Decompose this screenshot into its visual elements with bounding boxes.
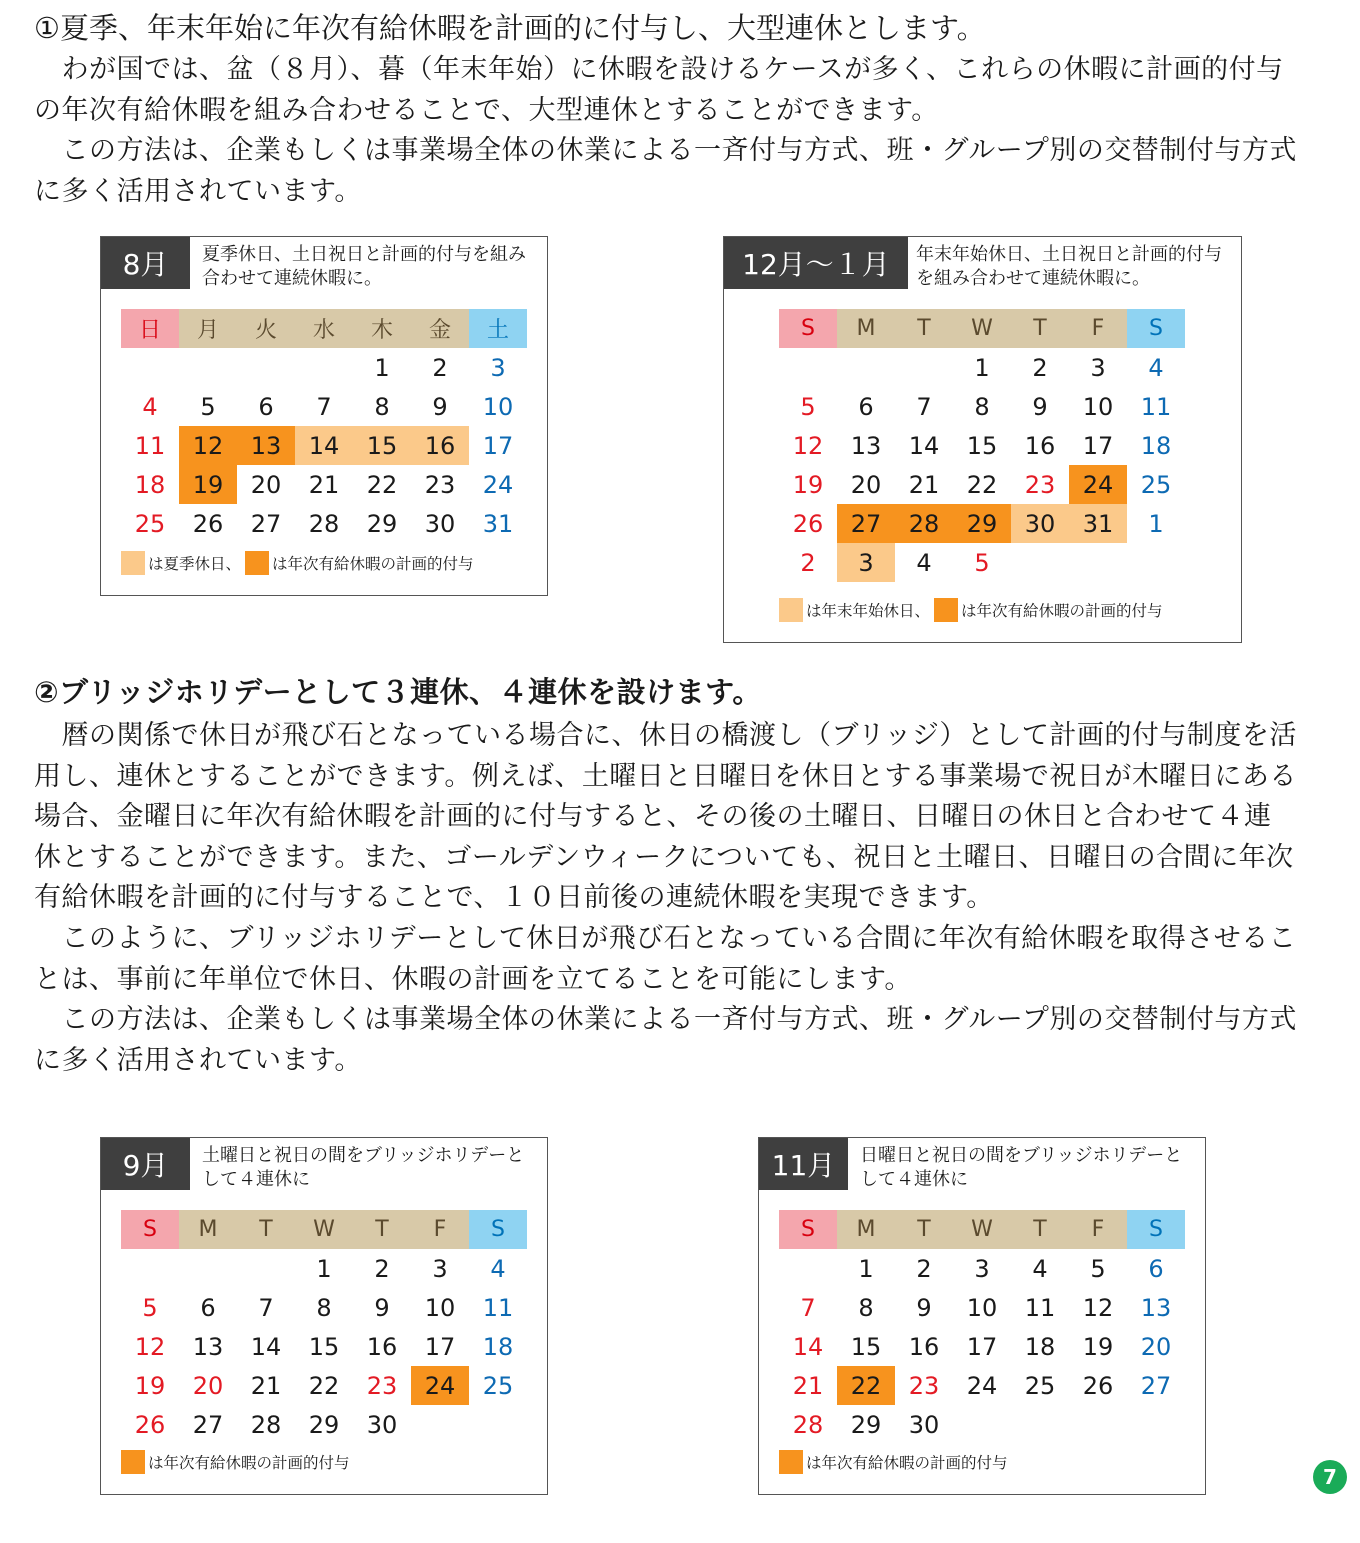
calendar-day: 20 [250,470,282,499]
calendar-day: 27 [192,1410,224,1439]
calendar-day: 21 [792,1371,824,1400]
calendar-day: 29 [953,504,1011,543]
weekday-header: 日 [121,309,179,348]
calendar-day: 16 [366,1332,398,1361]
section2-paragraph: 暦の関係で休日が飛び石となっている場合に、休日の橋渡し（ブリッジ）として計画的付与制度を活用し、連休とすることができます。例えば、土曜日と日曜日を休日とする事業場で祝日が木曜日にある場合、金曜日に年次有給休暇を計画的に付与すると、その後の土曜日、日曜日の休日と合わせて４連休とすることができます。また、ゴールデンウィークについても、祝日と土曜日、日曜日の合間に年次有給休暇を計画的に付与することで、１０日前後の連続休暇を実現できます。 [34,720,1297,914]
calendar-day: 26 [134,1410,166,1439]
weekday-header: 水 [295,309,353,348]
legend-holiday-label: は年末年始休日、 [806,602,931,620]
calendar-legend [779,598,1163,622]
calendar-day: 2 [374,1254,390,1283]
calendar-day: 13 [850,431,882,460]
legend-planned-label: は年次有給休暇の計画的付与 [148,1454,350,1472]
calendar-month-title: 12月～１月 [724,237,908,289]
calendar-day: 15 [308,1332,340,1361]
legend-planned-label: は年次有給休暇の計画的付与 [806,1454,1008,1472]
calendar-day: 29 [366,509,398,538]
calendar-day: 16 [1024,431,1056,460]
calendar-day: 7 [258,1293,274,1322]
legend-planned-label: は年次有給休暇の計画的付与 [961,602,1163,620]
calendar-day: 18 [482,1332,514,1361]
calendar-month-title: 8月 [101,237,190,289]
calendar-day: 7 [316,392,332,421]
calendar-day: 2 [1032,353,1048,382]
calendar-caption: 夏季休日、土日祝日と計画的付与を組み合わせて連続休暇に。 [202,244,526,289]
calendar-day: 3 [974,1254,990,1283]
calendar-day: 24 [966,1371,998,1400]
calendar-day: 1 [1148,509,1164,538]
calendar-day: 11 [134,431,166,460]
calendar-day: 7 [916,392,932,421]
calendar-day: 6 [258,392,274,421]
calendar-day: 31 [1069,504,1127,543]
calendar-caption: 年末年始休日、土日祝日と計画的付与を組み合わせて連続休暇に。 [916,244,1222,289]
calendar-empty-cell [411,1405,469,1444]
calendar-day: 15 [353,426,411,465]
calendar-grid [779,309,1185,582]
calendar-day: 26 [192,509,224,538]
calendar-day: 11 [482,1293,514,1322]
calendar-empty-cell [295,348,353,387]
calendar-day: 18 [1140,431,1172,460]
calendar-day: 21 [308,470,340,499]
calendar-empty-cell [1127,543,1185,582]
calendar-day: 18 [134,470,166,499]
calendar-day: 2 [432,353,448,382]
planned-leave-swatch [934,598,958,622]
calendar-day: 14 [908,431,940,460]
calendar-caption: 土曜日と祝日の間をブリッジホリデーとして４連休に [202,1145,525,1190]
calendar-day: 1 [858,1254,874,1283]
calendar-day: 9 [374,1293,390,1322]
calendar-day: 13 [1140,1293,1172,1322]
weekday-header: T [237,1210,295,1249]
calendar-day: 3 [837,543,895,582]
calendar-day: 19 [792,470,824,499]
calendar-caption: 日曜日と祝日の間をブリッジホリデーとして４連休に [860,1145,1183,1190]
section2-paragraph: この方法は、企業もしくは事業場全体の休業による一斉付与方式、班・グループ別の交替制付与方式に多く活用されています。 [34,1004,1297,1076]
calendar-day: 16 [908,1332,940,1361]
calendar-day: 28 [895,504,953,543]
calendar-day: 12 [1082,1293,1114,1322]
legend-planned-label: は年次有給休暇の計画的付与 [272,555,474,573]
weekday-header: 金 [411,309,469,348]
weekday-header: S [1127,309,1185,348]
calendar-day: 3 [1090,353,1106,382]
calendar-day: 2 [800,548,816,577]
weekday-header: F [1069,1210,1127,1249]
calendar-day: 17 [482,431,514,460]
calendar-empty-cell [953,1405,1011,1444]
weekday-header: W [953,309,1011,348]
weekday-header: M [179,1210,237,1249]
calendar-day: 25 [1140,470,1172,499]
weekday-header: F [411,1210,469,1249]
calendar-day: 12 [179,426,237,465]
calendar-day: 10 [966,1293,998,1322]
calendar-empty-cell [1011,543,1069,582]
calendar-day: 27 [837,504,895,543]
calendar-grid [121,1210,527,1444]
calendar-day: 9 [916,1293,932,1322]
calendar-day: 21 [908,470,940,499]
calendar-month-title: 11月 [759,1138,848,1190]
calendar-day: 27 [1140,1371,1172,1400]
section1-paragraph: わが国では、盆（８月）、暮（年末年始）に休暇を設けるケースが多く、これらの休暇に計画的付与の年次有給休暇を組み合わせることで、大型連休とすることができます。 [34,54,1284,126]
calendar-day: 8 [316,1293,332,1322]
calendar-day: 2 [916,1254,932,1283]
calendar-day: 22 [366,470,398,499]
calendar-day: 20 [850,470,882,499]
calendar-day: 3 [432,1254,448,1283]
calendar-day: 20 [1140,1332,1172,1361]
planned-leave-swatch [245,551,269,575]
calendar-day: 4 [142,392,158,421]
calendar-day: 11 [1140,392,1172,421]
weekday-header: 火 [237,309,295,348]
weekday-header: T [353,1210,411,1249]
weekday-header: F [1069,309,1127,348]
calendar-august [100,236,548,596]
calendar-empty-cell [121,1249,179,1288]
calendar-empty-cell [179,348,237,387]
calendar-day: 30 [366,1410,398,1439]
section1-body [34,50,1298,212]
calendar-day: 30 [908,1410,940,1439]
calendar-day: 15 [850,1332,882,1361]
weekday-header: 土 [469,309,527,348]
calendar-day: 4 [490,1254,506,1283]
calendar-day: 28 [250,1410,282,1439]
calendar-day: 10 [482,392,514,421]
calendar-day: 6 [200,1293,216,1322]
calendar-empty-cell [1069,543,1127,582]
calendar-day: 17 [424,1332,456,1361]
calendar-day: 11 [1024,1293,1056,1322]
calendar-day: 25 [482,1371,514,1400]
calendar-day: 19 [134,1371,166,1400]
calendar-day: 1 [974,353,990,382]
calendar-day: 21 [250,1371,282,1400]
section1-paragraph: この方法は、企業もしくは事業場全体の休業による一斉付与方式、班・グループ別の交替制付与方式に多く活用されています。 [34,135,1297,207]
weekday-header: S [779,1210,837,1249]
weekday-header: T [895,309,953,348]
calendar-empty-cell [779,1249,837,1288]
weekday-header: T [895,1210,953,1249]
calendar-day: 6 [1148,1254,1164,1283]
calendar-day: 14 [250,1332,282,1361]
calendar-day: 1 [316,1254,332,1283]
section2-body [34,716,1298,1081]
calendar-grid [779,1210,1185,1444]
calendar-day: 4 [916,548,932,577]
calendar-day: 28 [792,1410,824,1439]
planned-leave-swatch [779,1450,803,1474]
calendar-day: 25 [1024,1371,1056,1400]
calendar-day: 14 [792,1332,824,1361]
calendar-empty-cell [1011,1405,1069,1444]
weekday-header: S [469,1210,527,1249]
holiday-swatch [779,598,803,622]
calendar-day: 29 [850,1410,882,1439]
calendar-day: 30 [1011,504,1069,543]
calendar-day: 5 [142,1293,158,1322]
calendar-day: 5 [974,548,990,577]
calendar-day: 15 [966,431,998,460]
calendar-legend [779,1450,1008,1474]
calendar-day: 23 [366,1371,398,1400]
weekday-header: S [779,309,837,348]
weekday-header: M [837,309,895,348]
calendar-day: 31 [482,509,514,538]
calendar-empty-cell [179,1249,237,1288]
calendar-day: 3 [490,353,506,382]
calendar-empty-cell [1069,1405,1127,1444]
page-number-badge: 7 [1313,1460,1347,1494]
section2-heading: ②ブリッジホリデーとして３連休、４連休を設けます。 [34,675,762,709]
calendar-empty-cell [469,1405,527,1444]
calendar-day: 9 [1032,392,1048,421]
holiday-swatch [121,551,145,575]
calendar-day: 12 [792,431,824,460]
calendar-empty-cell [779,348,837,387]
calendar-day: 18 [1024,1332,1056,1361]
calendar-day: 22 [308,1371,340,1400]
calendar-day: 29 [308,1410,340,1439]
calendar-day: 9 [432,392,448,421]
calendar-grid [121,309,527,543]
calendar-day: 17 [1082,431,1114,460]
weekday-header: S [1127,1210,1185,1249]
calendar-day: 25 [134,509,166,538]
calendar-november [758,1137,1206,1495]
calendar-day: 5 [200,392,216,421]
calendar-empty-cell [121,348,179,387]
calendar-day: 30 [424,509,456,538]
planned-leave-swatch [121,1450,145,1474]
weekday-header: 月 [179,309,237,348]
calendar-day: 28 [308,509,340,538]
calendar-empty-cell [895,348,953,387]
calendar-day: 23 [908,1371,940,1400]
calendar-day: 22 [966,470,998,499]
calendar-day: 7 [800,1293,816,1322]
calendar-day: 10 [1082,392,1114,421]
calendar-day: 24 [411,1366,469,1405]
calendar-december-january [723,236,1242,643]
calendar-day: 19 [179,465,237,504]
calendar-day: 23 [1024,470,1056,499]
calendar-day: 17 [966,1332,998,1361]
section1-heading: ①夏季、年末年始に年次有給休暇を計画的に付与し、大型連休とします。 [34,11,986,45]
calendar-day: 13 [237,426,295,465]
weekday-header: S [121,1210,179,1249]
calendar-day: 22 [837,1366,895,1405]
calendar-legend [121,551,474,575]
calendar-day: 5 [1090,1254,1106,1283]
calendar-day: 8 [858,1293,874,1322]
calendar-day: 6 [858,392,874,421]
calendar-day: 27 [250,509,282,538]
calendar-day: 20 [192,1371,224,1400]
calendar-day: 24 [1069,465,1127,504]
weekday-header: W [953,1210,1011,1249]
weekday-header: T [1011,309,1069,348]
weekday-header: W [295,1210,353,1249]
calendar-day: 23 [424,470,456,499]
calendar-day: 12 [134,1332,166,1361]
weekday-header: T [1011,1210,1069,1249]
weekday-header: 木 [353,309,411,348]
weekday-header: M [837,1210,895,1249]
calendar-day: 19 [1082,1332,1114,1361]
calendar-empty-cell [237,1249,295,1288]
calendar-day: 8 [374,392,390,421]
calendar-day: 16 [411,426,469,465]
calendar-day: 10 [424,1293,456,1322]
calendar-day: 14 [295,426,353,465]
calendar-day: 24 [482,470,514,499]
calendar-day: 8 [974,392,990,421]
calendar-empty-cell [837,348,895,387]
section2-paragraph: このように、ブリッジホリデーとして休日が飛び石となっている合間に年次有給休暇を取得させることは、事前に年単位で休日、休暇の計画を立てることを可能にします。 [34,922,1297,995]
calendar-day: 4 [1148,353,1164,382]
calendar-day: 4 [1032,1254,1048,1283]
calendar-legend [121,1450,350,1474]
calendar-september [100,1137,548,1495]
calendar-empty-cell [1127,1405,1185,1444]
calendar-day: 1 [374,353,390,382]
calendar-day: 5 [800,392,816,421]
calendar-month-title: 9月 [101,1138,190,1190]
calendar-day: 26 [1082,1371,1114,1400]
calendar-empty-cell [237,348,295,387]
legend-holiday-label: は夏季休日、 [148,555,242,573]
calendar-day: 13 [192,1332,224,1361]
calendar-day: 26 [792,509,824,538]
